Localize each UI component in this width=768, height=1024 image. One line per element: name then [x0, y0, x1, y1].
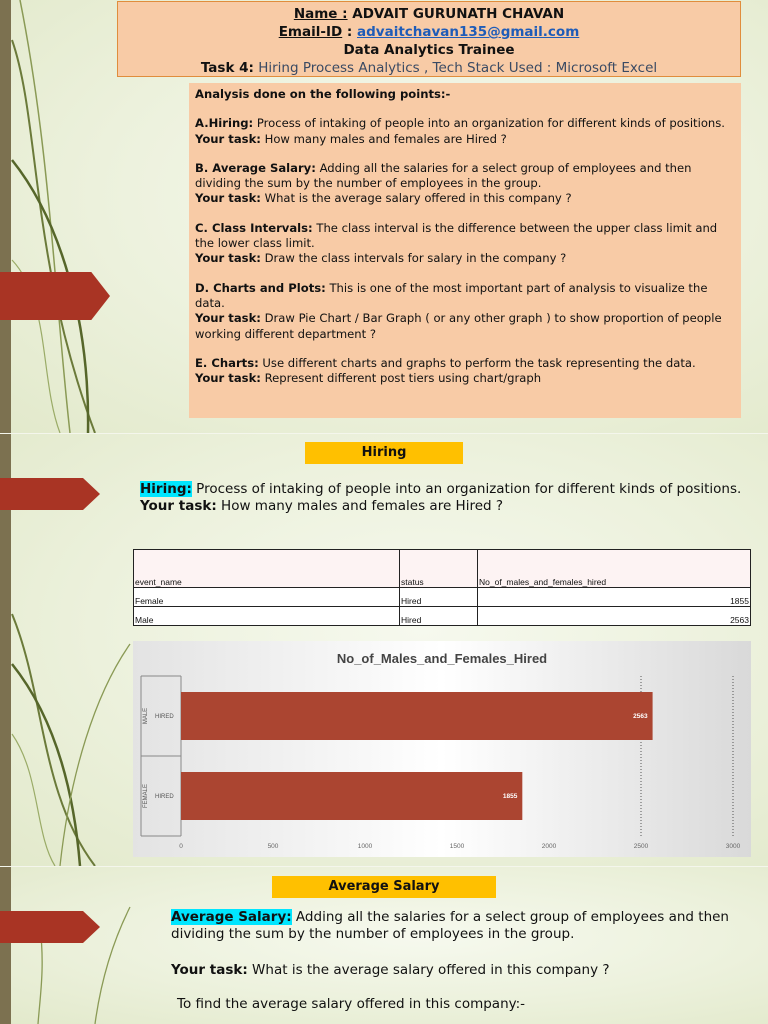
- table-row: [134, 607, 751, 626]
- avg-salary-term: Average Salary:: [171, 909, 292, 925]
- hiring-task-label: Your task:: [140, 498, 217, 514]
- hiring-task: How many males and females are Hired ?: [216, 498, 504, 514]
- email-line: [118, 23, 740, 41]
- role-title: Data Analytics Trainee: [343, 42, 515, 58]
- arrow-marker: [0, 911, 100, 943]
- data-label: 2563: [633, 713, 648, 720]
- name-label: Name :: [293, 6, 348, 22]
- task-label: Task 4:: [200, 60, 254, 76]
- arrow-marker: [0, 478, 100, 510]
- slide-2: [0, 434, 768, 866]
- tick-label: 2500: [633, 843, 649, 850]
- analysis-point-e: E. Charts: Use different charts and graphs to perform the task representing the data. Your task: Represent different post tiers using chart/graph: [195, 355, 696, 386]
- analysis-heading: Analysis done on the following points:-: [195, 87, 451, 101]
- analysis-box: [189, 83, 741, 418]
- tick-label: 1000: [357, 843, 373, 850]
- table-cell: Female: [134, 588, 400, 607]
- category-label-status: HIRED: [155, 794, 174, 800]
- email-link[interactable]: advaitchavan135@gmail.com: [357, 24, 580, 40]
- avg-salary-task: Your task: What is the average salary offered in this company ?: [171, 962, 610, 978]
- analysis-point-b: B. Average Salary: Adding all the salaries for a select group of employees and then dividing the sum by the number of employees in the group. Your task: What is the average salary offered in this company ?: [195, 160, 692, 206]
- table-header-row: [134, 550, 751, 588]
- hiring-definition: Hiring: Process of intaking of people into an organization for different kinds of positions. Your task: How many males and females are Hired ?: [140, 481, 742, 514]
- header-box: [117, 1, 741, 77]
- chart-title: No_of_Males_and_Females_Hired: [336, 651, 548, 666]
- chart-bar: [181, 692, 653, 740]
- table-cell: Hired: [400, 588, 478, 607]
- table-row: [134, 588, 751, 607]
- slide-1: [0, 0, 768, 433]
- hiring-bar-chart: [133, 641, 751, 857]
- slide-3: [0, 867, 768, 1024]
- chart-bar: [181, 772, 522, 820]
- name-line: [118, 5, 740, 23]
- category-label-status: HIRED: [155, 714, 174, 720]
- table-cell: 1855: [478, 588, 751, 607]
- chart-background: [133, 641, 751, 857]
- table-header-cell: event_name: [134, 550, 400, 588]
- decorative-swirl: [0, 867, 140, 1024]
- table-cell: Hired: [400, 607, 478, 626]
- tick-label: 0: [179, 843, 183, 850]
- tick-label: 500: [267, 843, 279, 850]
- name-value: ADVAIT GURUNATH CHAVAN: [347, 6, 565, 22]
- category-label-group: FEMALE: [143, 783, 149, 809]
- section-label-hiring: Hiring: [305, 442, 463, 464]
- table-cell: Male: [134, 607, 400, 626]
- section-label-average-salary: Average Salary: [272, 876, 496, 898]
- avg-salary-definition: Average Salary: Adding all the salaries for a select group of employees and then dividing the sum by the number of employees in the group.: [171, 909, 729, 942]
- email-sep: :: [342, 24, 358, 40]
- email-label: Email-ID: [278, 24, 343, 40]
- arrow-marker: [0, 272, 110, 320]
- task-line: [118, 59, 740, 77]
- hiring-table: [133, 549, 751, 626]
- analysis-point-d: D. Charts and Plots: This is one of the most important part of analysis to visualize the data. Your task: Draw Pie Chart / Bar Graph ( or any other graph ) to show proportion of people working different department ?: [195, 280, 722, 341]
- table-header-cell: status: [400, 550, 478, 588]
- tick-label: 3000: [725, 843, 741, 850]
- avg-salary-find-text: To find the average salary offered in this company:-: [177, 996, 526, 1012]
- analysis-point-a: A.Hiring: Process of intaking of people into an organization for different kinds of positions. Your task: How many males and females are Hired ?: [195, 116, 725, 146]
- task-value: Hiring Process Analytics , Tech Stack Used : Microsoft Excel: [253, 60, 658, 76]
- table-header-cell: No_of_males_and_females_hired: [478, 550, 751, 588]
- hiring-term: Hiring:: [140, 481, 192, 497]
- data-label: 1855: [502, 793, 518, 800]
- tick-label: 2000: [541, 843, 557, 850]
- table-cell: 2563: [478, 607, 751, 626]
- analysis-point-c: C. Class Intervals: The class interval is the difference between the upper class limit and the lower class limit. Your task: Draw the class intervals for salary in the company ?: [195, 220, 718, 266]
- category-label-group: MALE: [143, 707, 149, 725]
- tick-label: 1500: [449, 843, 465, 850]
